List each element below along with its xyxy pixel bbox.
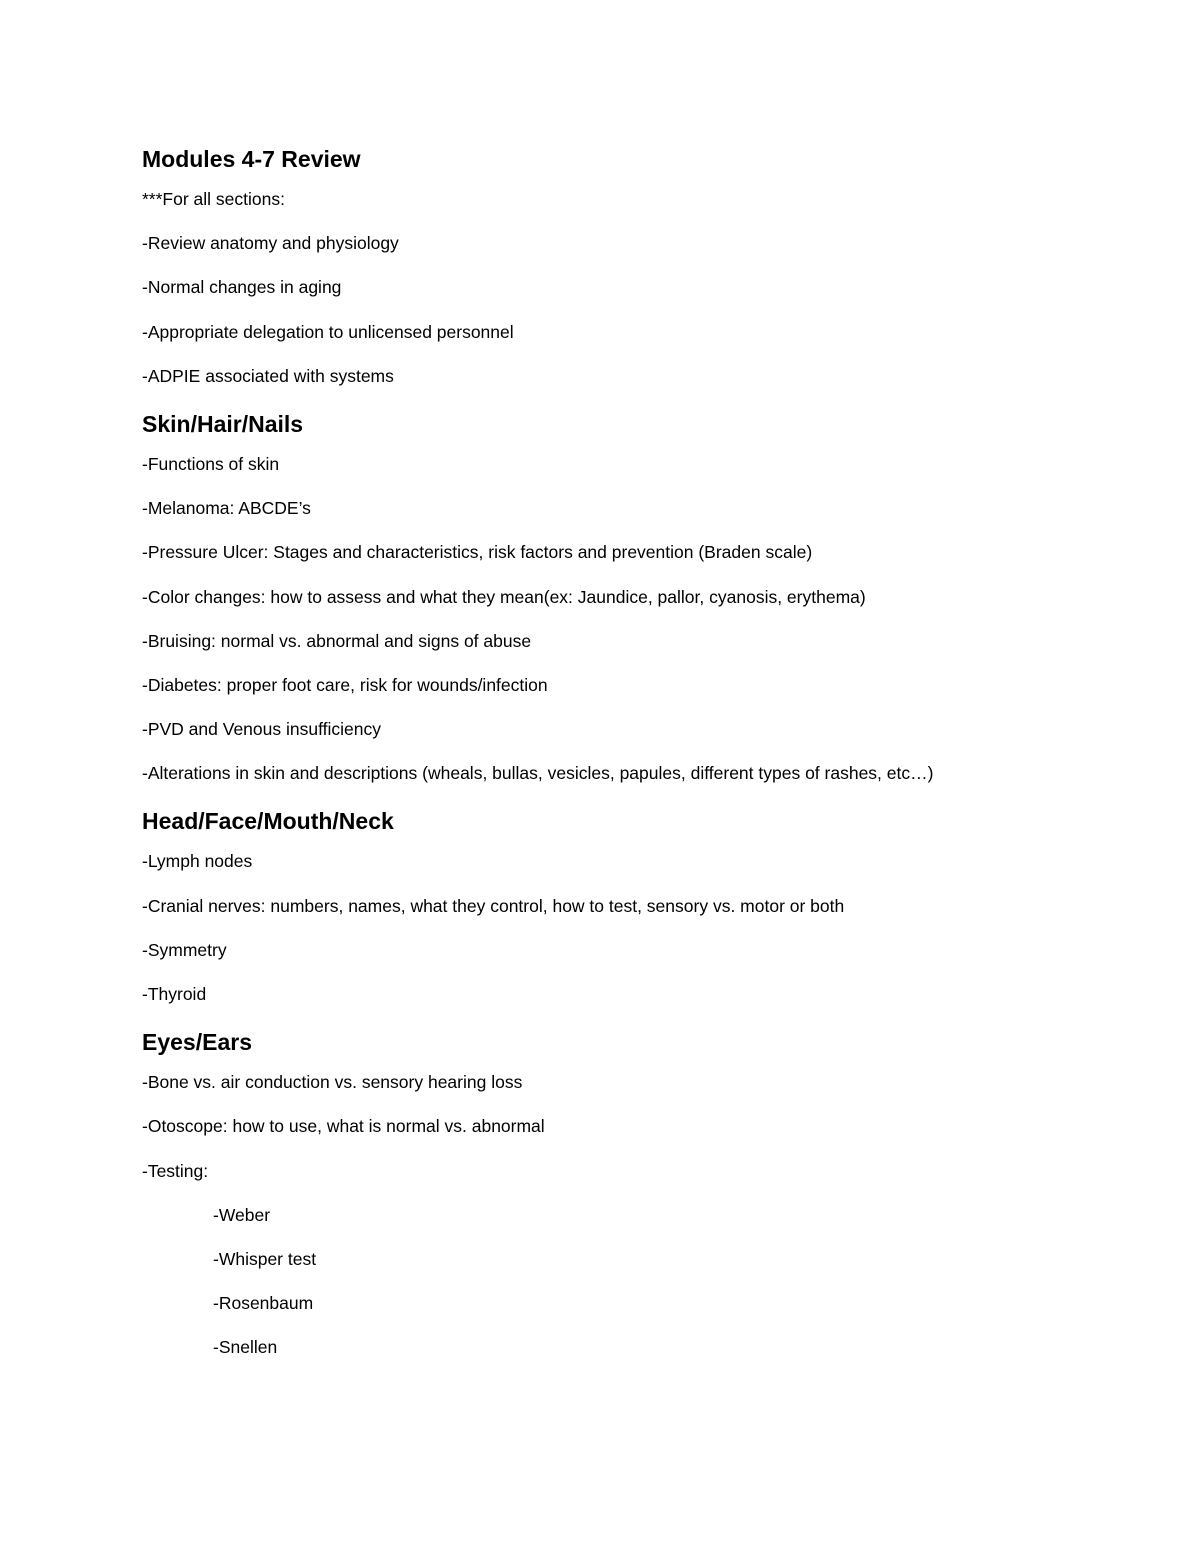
sub-list-item: -Rosenbaum [213, 1293, 314, 1314]
list-item: -Diabetes: proper foot care, risk for wounds/infection [142, 674, 548, 695]
list-item: -Color changes: how to assess and what they mean(ex: Jaundice, pallor, cyanosis, erythema) [142, 586, 866, 607]
list-item: -Symmetry [142, 939, 227, 960]
list-item: -Appropriate delegation to unlicensed personnel [142, 321, 514, 342]
sub-list-item: -Weber [213, 1204, 271, 1225]
list-item: -Functions of skin [142, 453, 280, 474]
section-heading-skin-hair-nails: Skin/Hair/Nails [142, 410, 304, 437]
list-item: -ADPIE associated with systems [142, 365, 394, 386]
document-title: Modules 4-7 Review [142, 146, 361, 172]
list-item: -Bruising: normal vs. abnormal and signs of abuse [142, 630, 532, 651]
list-item: -Thyroid [142, 984, 207, 1004]
general-note: ***For all sections: [142, 189, 285, 209]
sub-list-item: -Whisper test [213, 1248, 317, 1269]
list-item: -Normal changes in aging [142, 277, 342, 298]
list-item: -PVD and Venous insufficiency [142, 719, 381, 740]
document-body [142, 142, 1102, 1379]
list-item: -Cranial nerves: numbers, names, what they control, how to test, sensory vs. motor or both [142, 895, 845, 916]
list-item: -Alterations in skin and descriptions (wheals, bullas, vesicles, papules, different types of rashes, etc…) [142, 763, 934, 784]
list-item: -Otoscope: how to use, what is normal vs. abnormal [142, 1116, 545, 1137]
list-item: -Pressure Ulcer: Stages and characteristics, risk factors and prevention (Braden scale) [142, 542, 813, 563]
section-heading-head-face-mouth-neck: Head/Face/Mouth/Neck [142, 808, 394, 835]
list-item: -Lymph nodes [142, 851, 253, 872]
section-heading-eyes-ears: Eyes/Ears [142, 1029, 252, 1056]
list-item: -Review anatomy and physiology [142, 233, 399, 254]
sub-list-item: -Snellen [213, 1337, 278, 1358]
list-item: -Melanoma: ABCDE’s [142, 498, 311, 519]
list-item: -Testing: [142, 1160, 209, 1181]
list-item: -Bone vs. air conduction vs. sensory hearing loss [142, 1072, 523, 1093]
